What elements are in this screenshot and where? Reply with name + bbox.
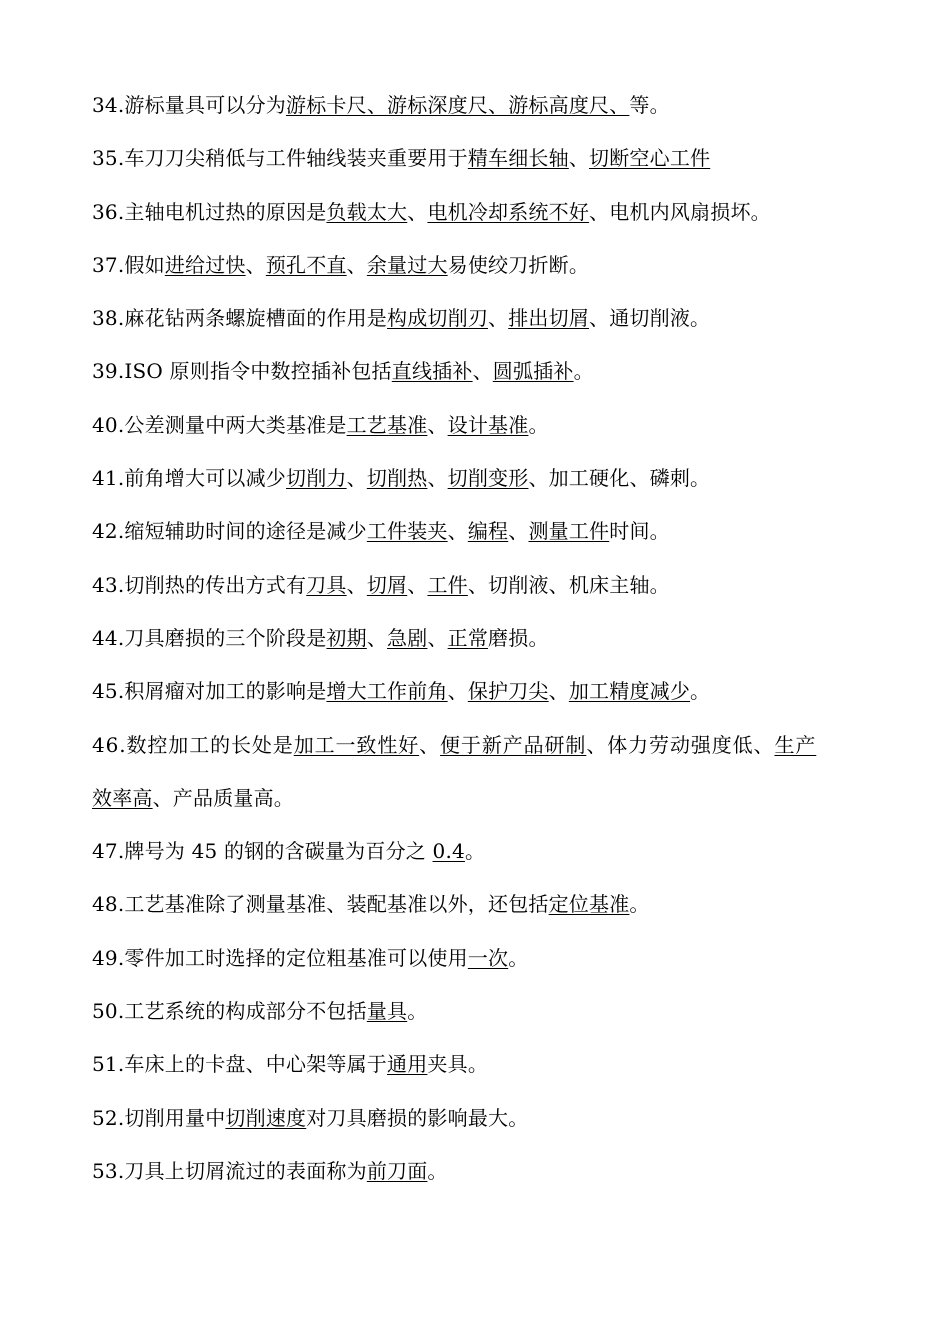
- answer-text: 量具: [366, 999, 408, 1024]
- question-text: 45.积屑瘤对加工的影响是: [92, 679, 327, 704]
- question-text: 49.零件加工时选择的定位粗基准可以使用: [92, 945, 468, 970]
- question-line: [92, 199, 872, 225]
- question-line: [92, 92, 872, 118]
- question-line: [92, 945, 872, 971]
- answer-text: 工件装夹: [366, 519, 448, 544]
- question-text: 、: [366, 625, 388, 650]
- answer-text: 通用: [387, 1052, 428, 1077]
- question-line: [92, 412, 872, 438]
- answer-text: 设计基准: [447, 412, 529, 437]
- answer-text: 切断空心工件: [589, 146, 711, 171]
- question-text: 、: [447, 519, 468, 544]
- document-page: [92, 92, 872, 1211]
- answer-text: 正常: [447, 625, 489, 650]
- question-text: 44.刀具磨损的三个阶段是: [92, 625, 327, 650]
- question-text: 、加工硬化、磷刺。: [528, 466, 711, 491]
- question-text: 易使绞刀折断。: [447, 252, 590, 277]
- question-text: 42.缩短辅助时间的途径是减少: [92, 519, 367, 544]
- question-text: 。: [508, 945, 529, 970]
- answer-text: 便于新产品研制: [440, 732, 587, 757]
- answer-text: 排出切屑: [508, 306, 590, 331]
- question-line: [92, 252, 872, 278]
- answer-text: 保护刀尖: [467, 679, 549, 704]
- answer-text: 圆弧插补: [492, 359, 574, 384]
- question-text: 、: [407, 199, 428, 224]
- question-line: [92, 1105, 872, 1131]
- question-text: 、: [346, 572, 367, 597]
- question-line: [92, 465, 872, 491]
- question-text: 、: [472, 359, 493, 384]
- question-text: 35.车刀刀尖稍低与工件轴线装夹重要用于: [92, 146, 468, 171]
- answer-text: 急剧: [387, 625, 428, 650]
- question-line: [92, 518, 872, 544]
- answer-text: 加工精度减少: [568, 679, 691, 704]
- question-text: 50.工艺系统的构成部分不包括: [92, 999, 367, 1024]
- question-text: 、: [427, 625, 448, 650]
- question-line: [92, 785, 872, 811]
- question-line: [92, 1051, 872, 1077]
- question-text: 、: [346, 252, 367, 277]
- question-text: 、切削液、机床主轴。: [467, 572, 670, 597]
- question-text: 41.前角增大可以减少: [92, 466, 287, 491]
- answer-text: 效率高: [92, 785, 153, 810]
- question-text: 51.车床上的卡盘、中心架等属于: [92, 1052, 388, 1077]
- answer-text: 增大工作前角: [326, 679, 448, 704]
- question-text: 。: [690, 679, 711, 704]
- question-text: 。: [464, 839, 486, 864]
- answer-text: 生产: [774, 732, 817, 757]
- answer-text: 预孔不直: [265, 252, 347, 277]
- question-line: [92, 732, 872, 758]
- answer-text: 一次: [467, 945, 509, 970]
- question-text: 43.切削热的传出方式有: [92, 572, 307, 597]
- question-text: 夹具。: [427, 1052, 489, 1077]
- question-line: [92, 1158, 872, 1184]
- question-text: 、: [427, 412, 448, 437]
- question-line: [92, 678, 872, 704]
- question-text: 38.麻花钻两条螺旋槽面的作用是: [92, 306, 388, 331]
- question-text: 等。: [629, 93, 670, 117]
- answer-text: 切削热: [366, 466, 428, 491]
- answer-text: 切削速度: [225, 1105, 307, 1130]
- question-line: [92, 891, 872, 917]
- question-text: 、: [427, 466, 448, 491]
- question-text: 、: [407, 572, 428, 597]
- answer-text: 刀具: [306, 572, 347, 597]
- answer-text: 测量工件: [528, 519, 610, 544]
- question-text: 、体力劳动强度低、: [586, 732, 775, 757]
- answer-text: 负载太大: [326, 199, 408, 224]
- question-line: [92, 358, 872, 384]
- question-text: 48.工艺基准除了测量基准、装配基准以外，还包括: [92, 892, 549, 917]
- question-text: 。: [528, 412, 549, 437]
- question-text: 、: [568, 146, 590, 171]
- answer-text: 电机冷却系统不好: [427, 199, 590, 224]
- question-text: 34.游标量具可以分为: [92, 93, 287, 117]
- answer-text: 前刀面: [366, 1158, 428, 1183]
- answer-text: 精车细长轴: [467, 146, 569, 171]
- question-text: 。: [407, 999, 428, 1024]
- question-text: 、: [548, 679, 569, 704]
- question-line: [92, 625, 872, 651]
- question-text: 53.刀具上切屑流过的表面称为: [92, 1158, 367, 1183]
- question-text: 、: [346, 466, 367, 491]
- question-text: 。: [573, 359, 594, 384]
- question-text: 、: [447, 679, 468, 704]
- answer-text: 加工一致性好: [293, 732, 420, 757]
- answer-text: 游标卡尺、游标深度尺、游标高度尺、: [286, 93, 630, 117]
- question-text: 、电机内风扇损坏。: [589, 199, 771, 224]
- question-line: [92, 145, 872, 171]
- question-text: 36.主轴电机过热的原因是: [92, 199, 327, 224]
- question-text: 46.数控加工的长处是: [92, 732, 294, 757]
- question-text: 。: [629, 892, 650, 917]
- answer-text: 工艺基准: [346, 412, 428, 437]
- answer-text: 工件: [427, 572, 468, 597]
- answer-text: 直线插补: [391, 359, 473, 384]
- question-text: 、: [245, 252, 266, 277]
- question-line: [92, 998, 872, 1024]
- answer-text: 切削变形: [447, 466, 529, 491]
- question-text: 、产品质量高。: [152, 785, 295, 810]
- answer-text: 余量过大: [366, 252, 448, 277]
- answer-text: 构成切削刃: [387, 306, 489, 331]
- question-text: 、: [508, 519, 529, 544]
- answer-text: 初期: [326, 625, 367, 650]
- answer-text: 编程: [467, 519, 509, 544]
- question-line: [92, 838, 872, 864]
- question-line: [92, 305, 872, 331]
- answer-text: 切屑: [366, 572, 408, 597]
- answer-text: 切削力: [286, 466, 347, 491]
- question-text: 37.假如: [92, 252, 165, 277]
- question-text: 、: [488, 306, 509, 331]
- question-text: 时间。: [609, 519, 670, 544]
- question-text: 。: [427, 1158, 448, 1183]
- question-text: 47.牌号为 45 的钢的含碳量为百分之: [92, 839, 433, 864]
- answer-text: 0.4: [432, 839, 465, 864]
- question-text: 52.切削用量中: [92, 1105, 226, 1130]
- question-text: 、: [419, 732, 441, 757]
- question-text: 40.公差测量中两大类基准是: [92, 412, 347, 437]
- question-text: 、通切削液。: [589, 306, 711, 331]
- question-text: 对刀具磨损的影响最大。: [306, 1105, 529, 1130]
- question-line: [92, 572, 872, 598]
- question-text: 39.ISO 原则指令中数控插补包括: [92, 359, 392, 384]
- answer-text: 进给过快: [164, 252, 246, 277]
- answer-text: 定位基准: [548, 892, 630, 917]
- question-text: 磨损。: [488, 625, 549, 650]
